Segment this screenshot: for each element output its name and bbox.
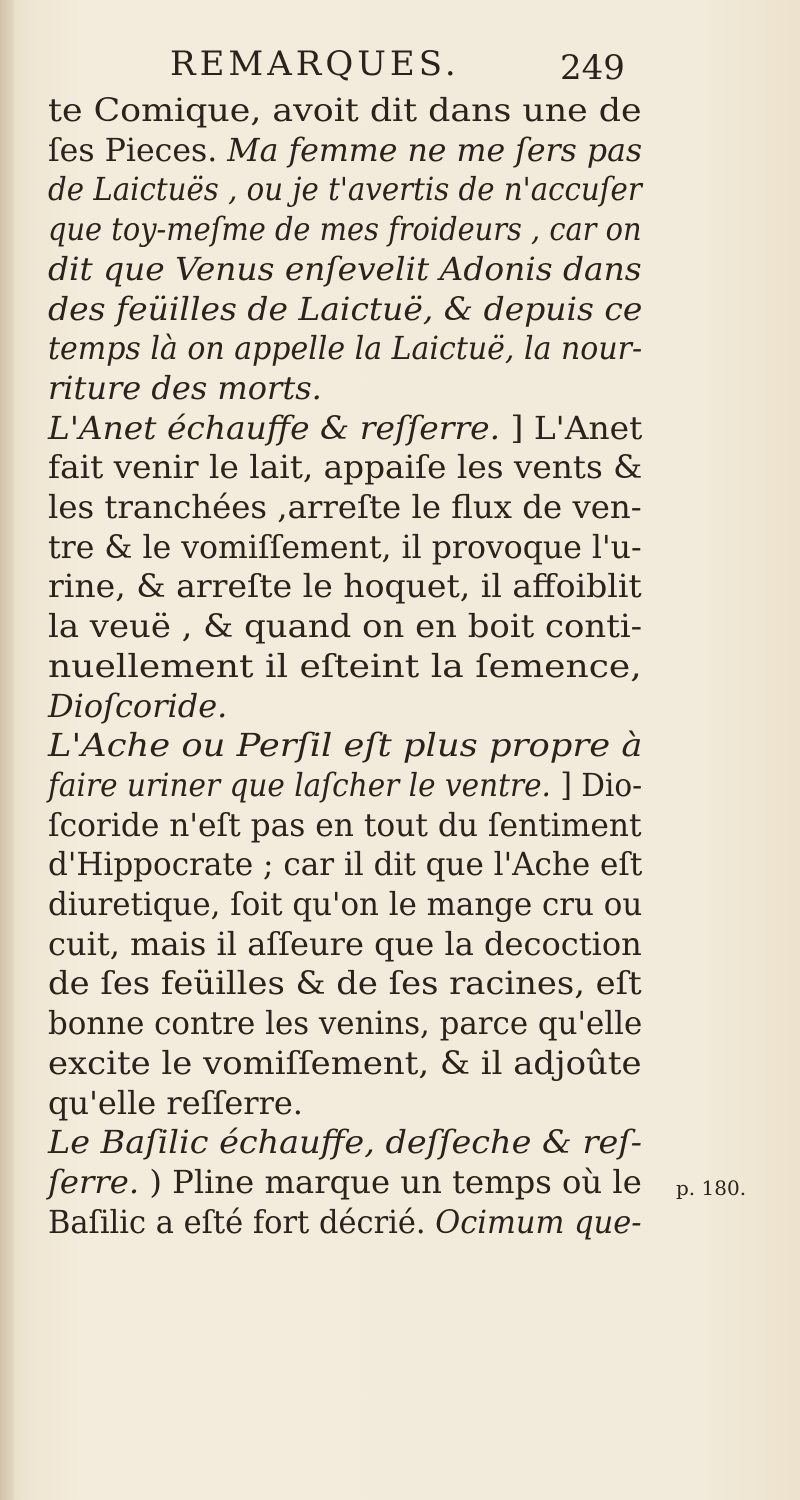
italic-segment: L'Anet échauffe & reſſerre. xyxy=(48,408,501,447)
roman-segment: excite le vomiſſement, & il adjoûte xyxy=(48,1043,642,1082)
text-line xyxy=(48,727,642,763)
running-head: REMARQUES. xyxy=(170,44,460,84)
text-line xyxy=(48,1085,303,1121)
italic-segment: de Laictuës , ou je t'avertis de n'accuſer xyxy=(48,170,642,209)
roman-segment: Baſilic a eſté fort décrié. xyxy=(48,1202,436,1241)
roman-segment: diuretique, ſoit qu'on le mange cru ou xyxy=(48,885,643,923)
roman-segment: te Comique, avoit dit dans une de xyxy=(48,91,642,129)
text-line xyxy=(48,132,642,168)
roman-segment: ſes Pieces. xyxy=(48,130,228,169)
text-line xyxy=(48,291,642,327)
roman-segment: bonne contre les venins, parce qu'elle xyxy=(48,1004,643,1043)
roman-segment: ] Dio- xyxy=(550,765,643,804)
roman-segment: ] L'Anet xyxy=(500,408,643,447)
roman-segment: cuit, mais il aſſeure que la decoction xyxy=(48,924,642,963)
text-line xyxy=(48,211,642,247)
text-line xyxy=(48,1124,642,1160)
margin-note: p. 180. xyxy=(676,1176,747,1200)
text-line xyxy=(48,449,642,485)
text-line xyxy=(48,926,642,962)
italic-segment: que toy-meſme de mes froideurs , car on xyxy=(48,210,642,249)
roman-segment: nuellement il eſteint la ſemence, xyxy=(48,646,642,685)
italic-segment: Le Baſilic échauffe, deſſeche & reſ- xyxy=(48,1123,642,1162)
italic-segment: Ma femme ne me ſers pas xyxy=(227,130,643,169)
text-line xyxy=(48,688,227,724)
text-line xyxy=(48,568,642,604)
italic-segment: L'Ache ou Perſil eſt plus propre à xyxy=(48,726,643,765)
text-line xyxy=(48,1045,642,1081)
italic-segment: faire uriner que laſcher le ventre. xyxy=(48,765,551,804)
text-line xyxy=(48,1204,642,1240)
italic-segment: temps là on appelle la Laictuë, la nour- xyxy=(48,329,643,368)
italic-segment: des feüilles de Laictuë, & depuis ce xyxy=(48,289,643,328)
text-line xyxy=(48,846,642,882)
text-line xyxy=(48,1164,642,1200)
text-line xyxy=(48,1005,642,1041)
page-number: 249 xyxy=(560,48,625,88)
text-line xyxy=(48,767,642,803)
text-line xyxy=(48,92,642,128)
text-line xyxy=(48,171,642,207)
italic-segment: dit que Venus enſevelit Adonis dans xyxy=(48,249,642,288)
text-line xyxy=(48,807,642,843)
text-line xyxy=(48,410,642,446)
text-line xyxy=(48,251,642,287)
italic-segment: riture des morts. xyxy=(48,368,322,407)
page-spine-shadow xyxy=(0,0,14,1500)
roman-segment: fait venir le lait, appaiſe les vents & xyxy=(48,448,643,487)
text-line xyxy=(48,965,642,1001)
italic-segment: Ocimum que- xyxy=(435,1202,642,1241)
text-line xyxy=(48,489,642,525)
roman-segment: la veuë , & quand on en boit conti- xyxy=(48,607,643,646)
roman-segment: ) Pline marque un temps où le xyxy=(139,1162,642,1201)
text-line xyxy=(48,330,642,366)
roman-segment: les tranchées ,arreſte le flux de ven- xyxy=(48,488,642,526)
text-line xyxy=(48,529,642,565)
roman-segment: ſcoride n'eſt pas en tout du ſentiment xyxy=(48,805,642,844)
text-line xyxy=(48,608,642,644)
roman-segment: de ſes feüilles & de ſes racines, eſt xyxy=(48,964,642,1003)
roman-segment: rine, & arreſte le hoquet, il affoiblit xyxy=(48,567,642,606)
roman-segment: tre & le vomiſſement, il provoque l'u- xyxy=(48,527,642,566)
text-line xyxy=(48,370,322,406)
italic-segment: Dioſcoride. xyxy=(48,686,228,725)
text-line xyxy=(48,648,642,684)
italic-segment: ſerre. xyxy=(48,1162,140,1201)
roman-segment: qu'elle reſſerre. xyxy=(48,1083,303,1122)
roman-segment: d'Hippocrate ; car il dit que l'Ache eſt xyxy=(48,845,643,884)
text-line xyxy=(48,886,642,922)
